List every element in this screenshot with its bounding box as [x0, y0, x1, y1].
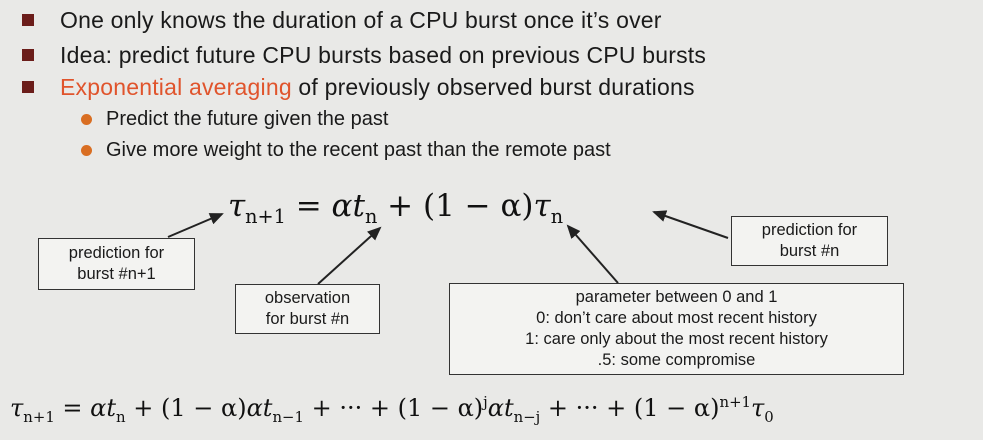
bullet-2: Idea: predict future CPU bursts based on previous CPU bursts [60, 42, 707, 68]
sub-bullet-2: Give more weight to the recent past than the remote past [106, 139, 611, 161]
bullet-3-accent: Exponential averaging [60, 74, 292, 100]
arrow-pred-n [654, 212, 728, 238]
formula-eq: = [285, 188, 332, 224]
arrow-pred-next [168, 214, 222, 237]
formula-tau-n: τ [533, 188, 551, 224]
formula-tau: τ [228, 188, 246, 224]
formula-t: t [352, 188, 365, 224]
formula-tau-sub: n [550, 205, 564, 229]
bullet-1: One only knows the duration of a CPU burst once it’s over [60, 7, 662, 33]
bullet-3-rest: of previously observed burst durations [291, 74, 695, 100]
arrow-parameter [568, 226, 618, 283]
annotation-prediction-next: prediction for burst #n+1 [38, 238, 195, 290]
sub-bullet-1: Predict the future given the past [106, 108, 389, 130]
formula-plus: + [377, 188, 423, 224]
formula-lhs-sub: n+1 [245, 205, 286, 229]
formula-alpha: α [331, 188, 353, 224]
annotation-observation: observation for burst #n [235, 284, 380, 334]
expansion-formula: $\tau_{n+1} = \alpha t_n + (1 - \alpha)\alpha t_{n-1}$ + ··· + $(1 - \alpha)^j\alpha t_{n-j}$ + ··· + $(1 - \alpha)^{n+1}\tau_0$ [10, 393, 774, 426]
formula-paren: (1 − α) [423, 188, 534, 224]
formula-t-sub: n [364, 205, 378, 229]
annotation-prediction-n: prediction for burst #n [731, 216, 888, 266]
arrow-observation [318, 228, 380, 284]
annotation-parameter: parameter between 0 and 1 0: don’t care about most recent history 1: care only about the most recent history .5: some compromise [449, 283, 904, 375]
